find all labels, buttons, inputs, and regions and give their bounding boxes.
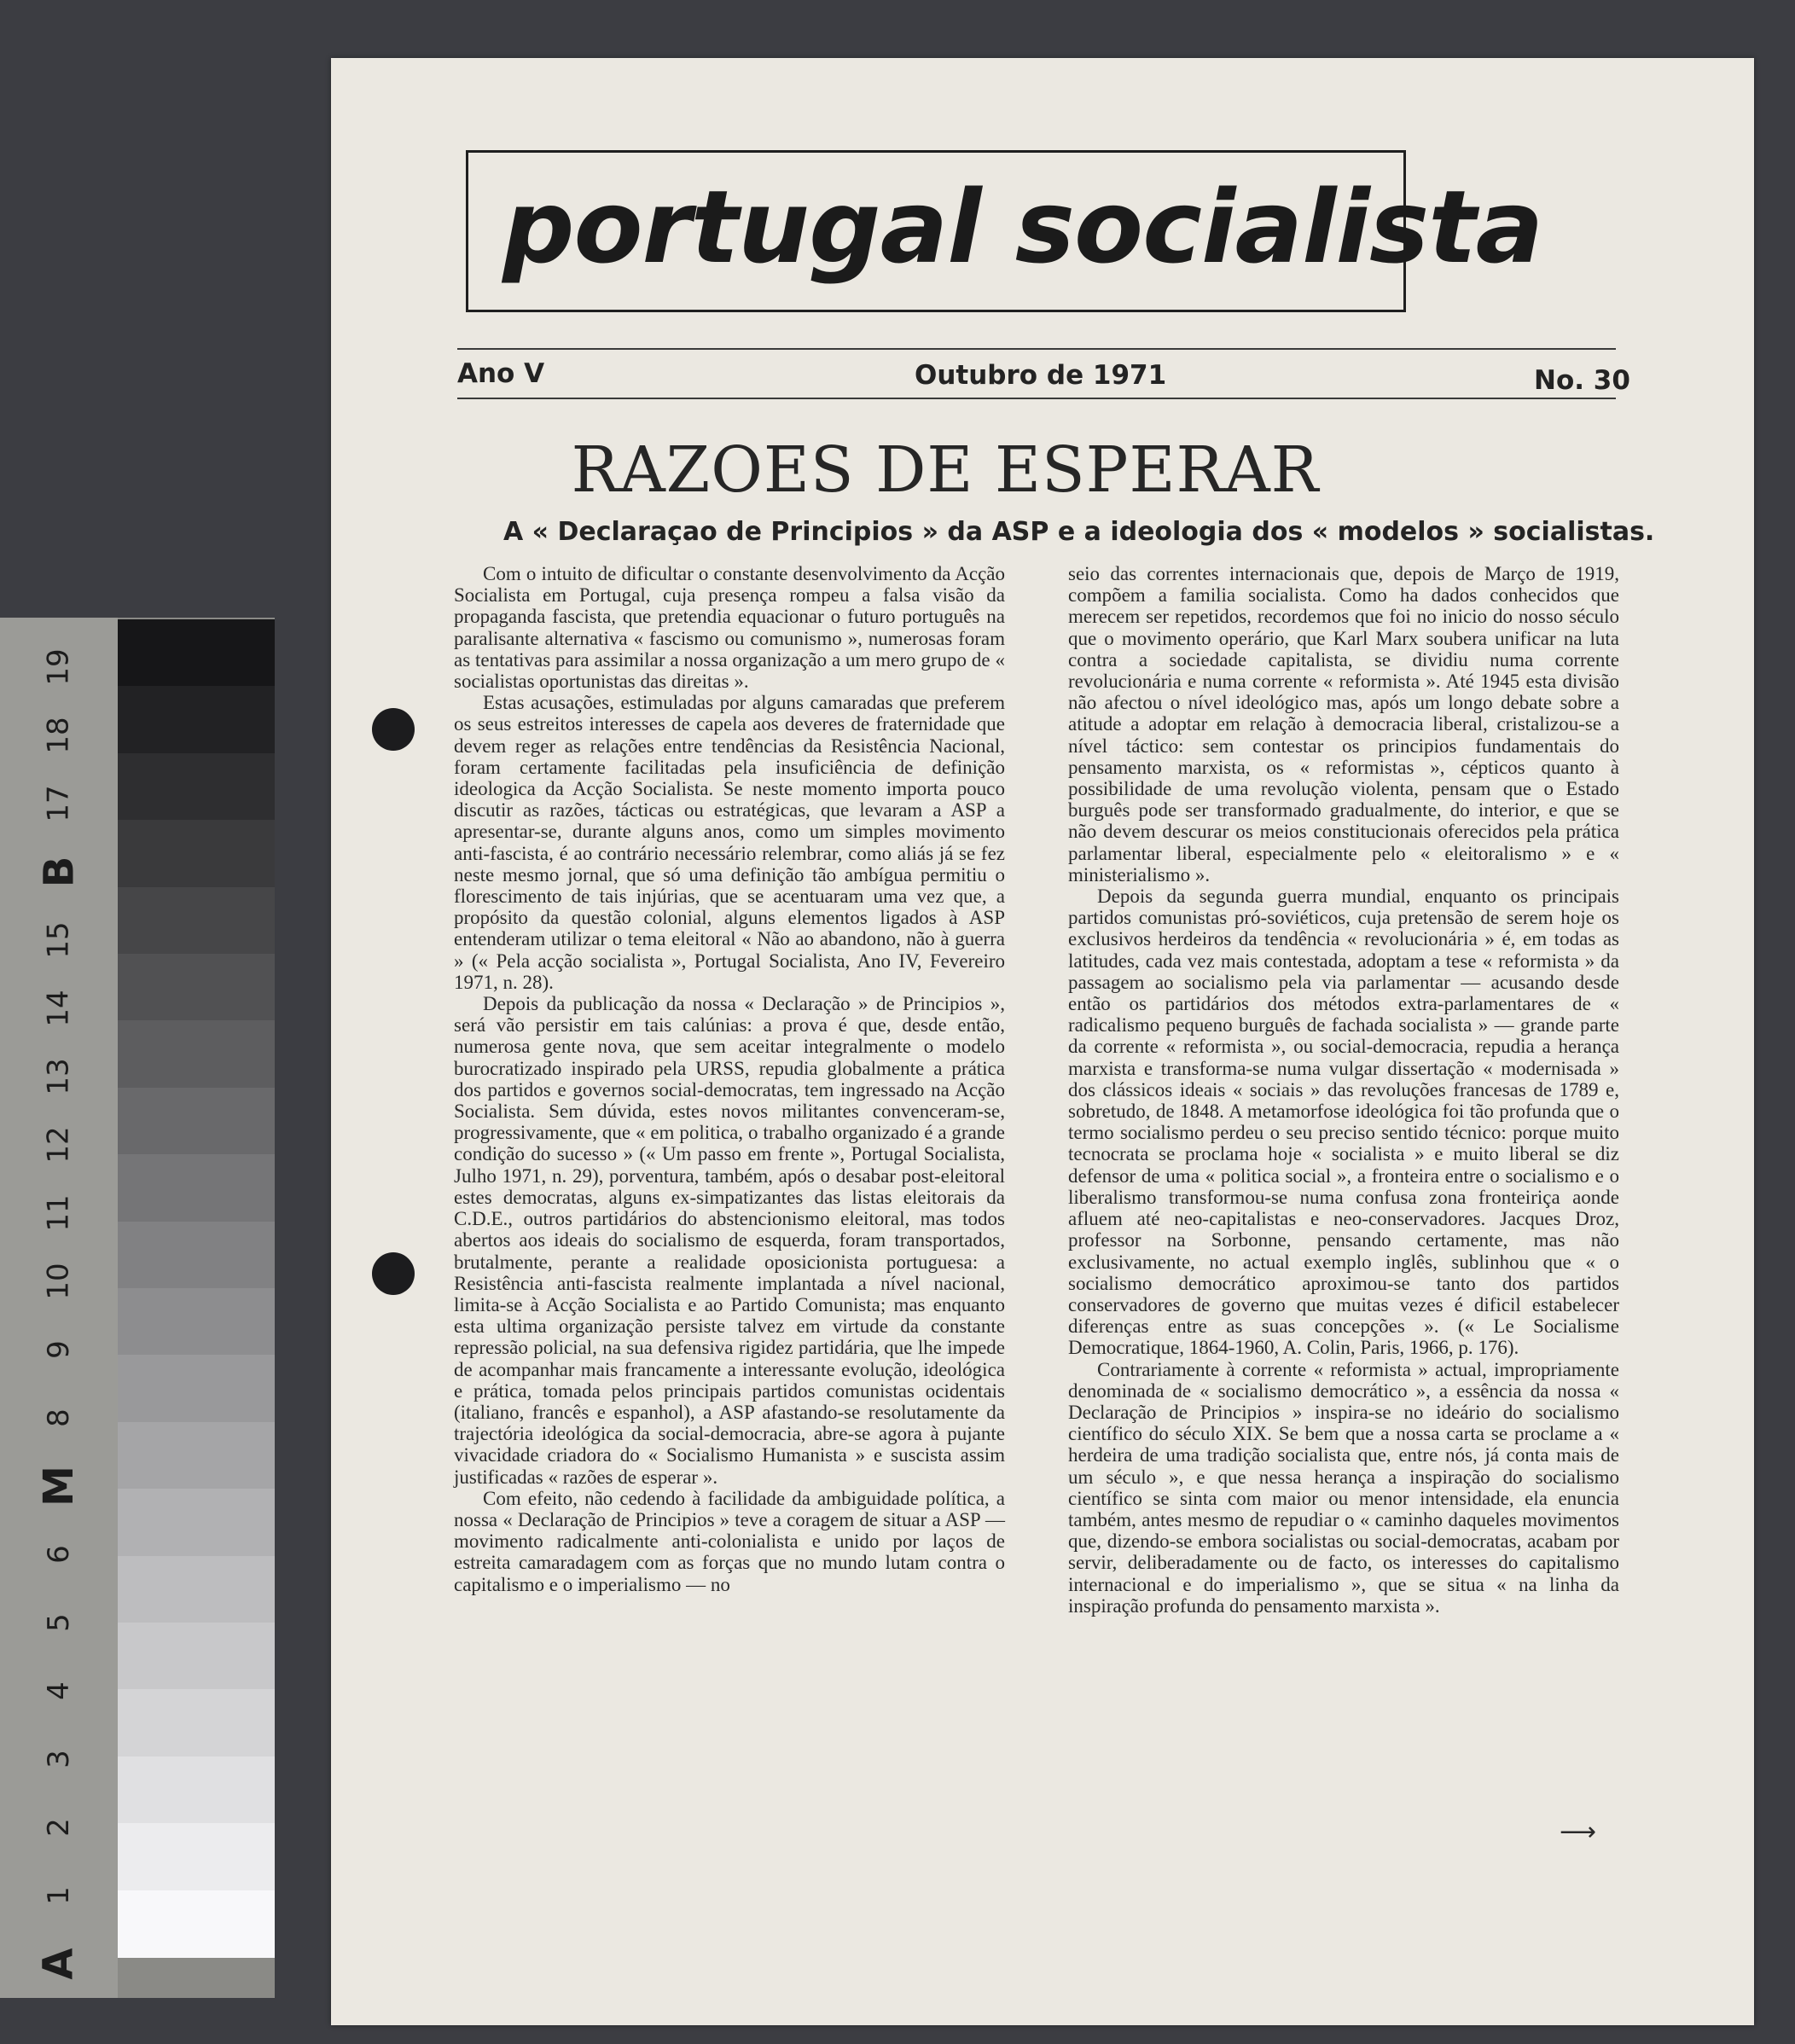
punch-hole <box>372 1252 415 1295</box>
masthead-title: portugal socialista <box>502 168 1543 286</box>
gray-patch <box>118 1088 275 1155</box>
scale-mark: 11 <box>41 1194 76 1232</box>
scale-mark: 9 <box>41 1340 76 1359</box>
article-column-right <box>1068 563 1619 1617</box>
scale-mark: 14 <box>41 990 76 1027</box>
scale-mark: 5 <box>41 1613 76 1632</box>
scale-mark: B <box>35 856 83 888</box>
scale-mark: 17 <box>41 785 76 822</box>
scale-mark: 18 <box>41 717 76 754</box>
gray-patch <box>118 820 275 887</box>
scale-mark: M <box>34 1466 83 1507</box>
scale-mark: 2 <box>41 1818 76 1837</box>
gray-patch <box>118 1556 275 1623</box>
gray-patch <box>118 1623 275 1690</box>
gray-patch <box>118 1489 275 1556</box>
gray-patch <box>118 1422 275 1489</box>
scale-mark: 13 <box>41 1058 76 1095</box>
gray-patch <box>118 887 275 955</box>
issue-year: Ano V <box>457 358 545 389</box>
article-column-left <box>454 563 1005 1595</box>
gray-patch <box>118 1823 275 1890</box>
issue-date: Outubro de 1971 <box>915 360 1167 391</box>
scale-mark: 4 <box>41 1681 76 1700</box>
continuation-arrow-icon: ⟶ <box>1560 1817 1597 1847</box>
masthead-rule-bottom <box>457 398 1616 399</box>
scale-mark: 3 <box>41 1750 76 1768</box>
scale-mark: 1 <box>41 1886 76 1905</box>
gray-patch <box>118 619 275 687</box>
scale-mark: A <box>35 1948 83 1980</box>
paragraph: Contrariamente à corrente « reformista » actual, impropriamente denominada de « socialismo democrático », a essência da nossa « Declaração de Principios » inspira-se no ideário do socialismo científico do século XIX. Se bem que a nossa carta se proclame a « herdeira de uma tradição socialista que, entre nós, já conta mais de um século », e que nessa herança a inspiração do socialismo científico se sinta com maior ou menor intensidade, ela enuncia também, antes mesmo de repudiar o « caminho daqueles movimentos que, dizendo-se embora socialistas ou social-democratas, acabam por servir, deliberadamente ou de facto, os interesses do capitalismo internacional e do imperialismo », que se situa « na linha da inspiração profunda do pensamento marxista ». <box>1068 1358 1619 1617</box>
paragraph: seio das correntes internacionais que, depois de Março de 1919, compõem a familia socialista. Como ha dados conhecidos que merecem ser repetidos, recordemos que foi no inicio do nosso século que o movimento operário, que Karl Marx soubera unificar na luta contra a sociedade capitalista, se dividiu numa corrente revolucionária e numa corrente « reformista ». Até 1945 esta divisão não afectou o nível ideológico mas, após um longo debate sobre a atitude a adoptar em relação à democracia liberal, cristalizou-se a nível táctico: sem contestar os principios fundamentais do pensamento marxista, os « reformistas », cépticos quanto à possibilidade de uma revolução violenta, pensam que o Estado burguês pode ser transformado gradualmente, do interior, e que se não devem descurar os meios constitucionais oferecidos pela prática parlamentar liberal, especialmente pelo « eleitoralismo » e « ministerialismo ». <box>1068 563 1619 886</box>
scale-mark: 10 <box>41 1263 76 1300</box>
gray-patch <box>118 1222 275 1289</box>
masthead-box <box>466 150 1543 312</box>
gray-patch <box>118 1355 275 1422</box>
gray-patch <box>118 1154 275 1222</box>
masthead-rule-top <box>457 348 1616 350</box>
paragraph: Com efeito, não cedendo à facilidade da ambiguidade política, a nossa « Declaração de Principios » teve a coragem de situar a ASP — movimento radicalmente anti-colonialista e unido por laços de estreita camaradagem com as forças que no mundo lutam contra o capitalismo e o imperialismo — no <box>454 1487 1005 1595</box>
gray-patch <box>118 1890 275 1958</box>
scale-mark: 19 <box>41 648 76 686</box>
color-scale-strip <box>0 618 275 1998</box>
scale-ruler <box>0 618 118 1998</box>
issue-number: No. 30 <box>1534 365 1630 396</box>
gray-patch <box>118 753 275 821</box>
paragraph: Estas acusações, estimuladas por alguns camaradas que preferem os seus estreitos interesses de capela aos deveres de fraternidade que devem reger as relações entre tendências da Resistência Nacional, foram certamente facilitadas pela insuficiência de definição ideologica da Acção Socialista. Se neste momento importa pouco discutir as razões, tácticas ou estratégicas, que levaram a ASP a apresentar-se, durante alguns anos, como um simples movimento anti-fascista, é ao contrário necessário relembrar, como aliás já se fez neste mesmo jornal, que só uma definição tão ambígua permitiu o florescimento de tais injúrias, que se acentuaram uma vez que, a propósito da questão colonial, alguns elementos ligados à ASP entenderam utilizar o tema eleitoral « Não ao abandono, não à guerra » (« Pela acção socialista », Portugal Socialista, Ano IV, Fevereiro 1971, n. 28). <box>454 692 1005 993</box>
paragraph: Com o intuito de dificultar o constante desenvolvimento da Acção Socialista em Portugal, cuja presença rompeu a falsa visão da propaganda fascista, que pretendia equacionar o futuro português na paralisante alternativa « fascismo ou comunismo », numerosas foram as tentativas para assimilar a nossa organização a um mero grupo de « socialistas oportunistas das direitas ». <box>454 563 1005 693</box>
article-headline: RAZOES DE ESPERAR <box>571 433 1320 507</box>
paragraph: Depois da segunda guerra mundial, enquanto os principais partidos comunistas pró-soviéticos, cuja pretensão de serem hoje os exclusivos herdeiros da tendência « revolucionária » é, em todas as latitudes, cada vez mais contestada, adoptam a tese « reformista » da passagem ao socialismo pela via parlamentar — acusando desde então os partidários dos métodos extra-parlamentares de « radicalismo pequeno burguês de fachada socialista » — grande parte da corrente « reformista », ou social-democracia, repudia a herança marxista e transforma-se numa vulgar dissertação « modernisada » dos clássicos ideais « sociais » das revoluções francesas de 1789 e, sobretudo, de 1848. A metamorfose ideológica foi tão profunda que o termo socialismo perdeu o seu preciso sentido técnico: porque muito tecnocrata se proclama hoje « socialista » e muito liberal se diz defensor de uma « politica social », a fronteira entre o socialismo e o liberalismo transformou-se numa confusa zona fronteiriça aonde afluem até neo-capitalistas e neo-conservadores. Jacques Droz, professor na Sorbonne, pensando certamente, mas não exclusivamente, no actual exemplo inglês, sublinhou que « o socialismo democrático aproximou-se tanto dos partidos conservadores de governo que muitas vezes é dificil estabelecer diferenças entre as suas concepções ». (« Le Socialisme Democratique, 1864-1960, A. Colin, Paris, 1966, p. 176). <box>1068 886 1619 1359</box>
scale-mark: 12 <box>41 1126 76 1164</box>
scale-mark: 8 <box>41 1408 76 1427</box>
gray-patch <box>118 1020 275 1088</box>
scale-mark: 6 <box>41 1545 76 1564</box>
punch-hole <box>372 708 415 751</box>
gray-patch <box>118 954 275 1021</box>
scale-mark: 15 <box>41 921 76 959</box>
paragraph: Depois da publicação da nossa « Declaração » de Principios », será vão persistir em tais calúnias: a prova é que, desde então, numerosa gente nova, que sem aceitar integralmente o modelo burocratizado inspirado pela URSS, repudia globalmente a prática dos partidos e governos social-democratas, tem ingressado na Acção Socialista. Sem dúvida, estes novos militantes convenceram-se, progressivamente, que « em politica, o trabalho organizado é a grande condição do sucesso » (« Um passo em frente », Portugal Socialista, Julho 1971, n. 29), porventura, também, após o desabar post-eleitoral estes democratas, alguns ex-simpatizantes das listas eleitorais da C.D.E., outros partidários do abstencionismo eleitoral, mas todos abertos aos ideais do socialismo de esquerda, foram transportados, brutalmente, perante a realidade oposicionista portuguesa: a Resistência anti-fascista realmente implantada a nível nacional, limita-se à Acção Socialista e ao Partido Comunista; mas enquanto esta ultima organização persiste talvez em virtude da constante repressão policial, na sua defensiva rigidez partidária, que lhe impede de acompanhar mais francamente a interessante evolução, ideológica e prática, tomada pelos principais partidos comunistas ocidentais (italiano, francês e espanhol), a ASP afastando-se resolutamente da trajectória ideológica da social-democracia, abre-se agora à pujante vivacidade criadora do « Socialismo Humanista » e suscista assim justificadas « razões de esperar ». <box>454 993 1005 1488</box>
gray-patch <box>118 1757 275 1824</box>
gray-patch <box>118 1689 275 1757</box>
article-subheadline: A « Declaraçao de Principios » da ASP e a ideologia dos « modelos » socialistas. <box>503 517 1655 547</box>
gray-patch <box>118 686 275 753</box>
gray-patch <box>118 1288 275 1356</box>
